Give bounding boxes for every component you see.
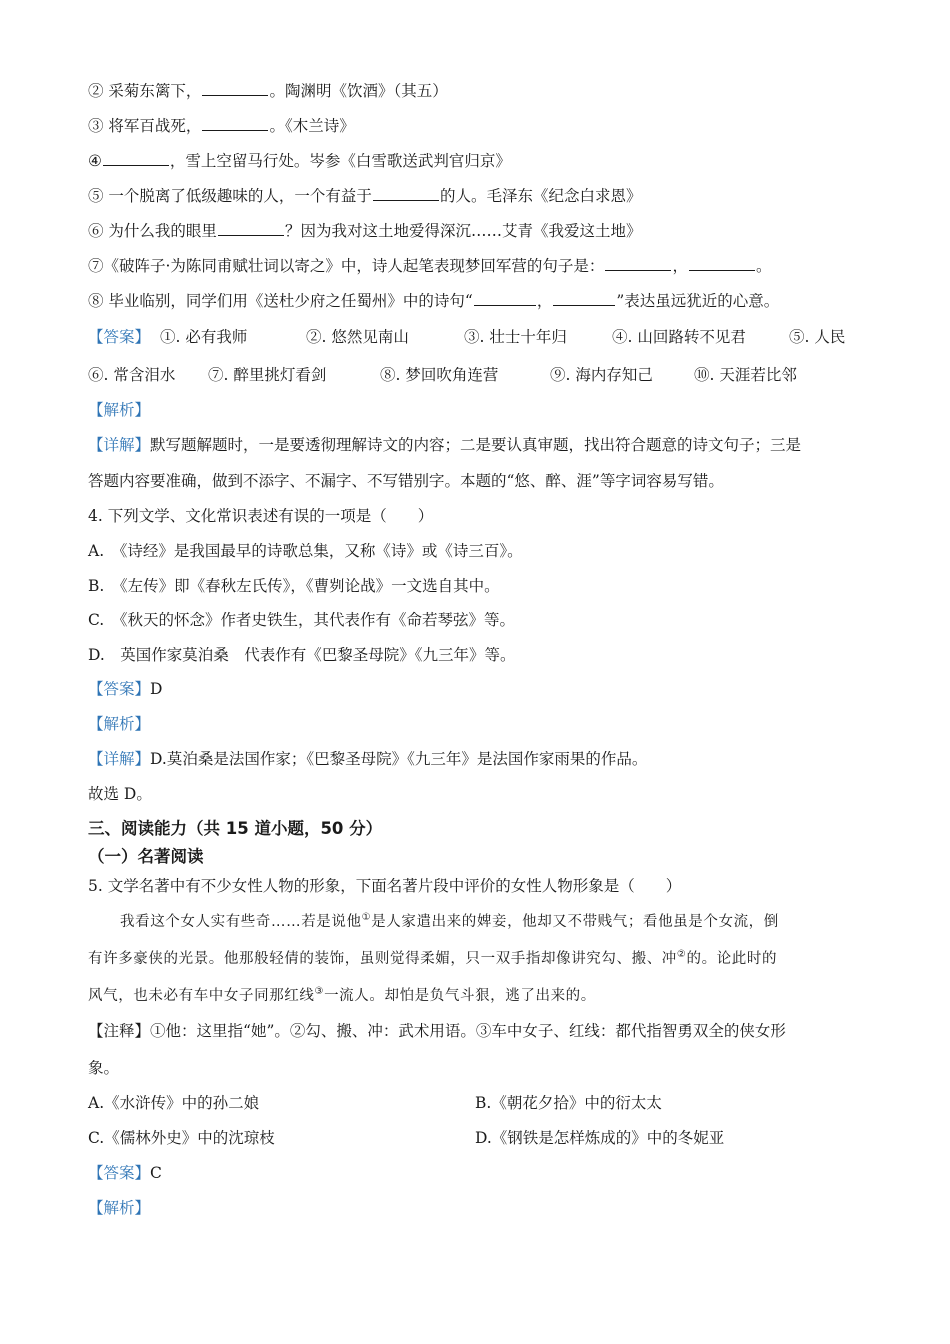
fill-blank <box>553 291 615 306</box>
q5-option-a: A.《水浒传》中的孙二娘 <box>88 1094 260 1112</box>
q3-answer-5: ⑤. 人民 <box>789 328 846 346</box>
q3-item-7 <box>88 255 771 277</box>
q5-answer-value: C <box>150 1164 162 1182</box>
q3-item-6-pre: ⑥ 为什么我的眼里 <box>88 222 217 240</box>
passage-text: 一流人。却怕是负气斗狠，逃了出来的。 <box>324 988 596 1004</box>
q3-answer-row-2 <box>88 364 797 386</box>
footnote-mark: ② <box>676 949 687 961</box>
q5-option-c: C.《儒林外史》中的沈琼枝 <box>88 1129 275 1147</box>
q5-option-d: D.《钢铁是怎样炼成的》中的冬妮亚 <box>475 1129 725 1147</box>
q3-item-6-post: ？因为我对这土地爱得深沉……艾青《我爱这土地》 <box>284 222 642 240</box>
q4-detail <box>88 748 647 770</box>
analysis-tag: 【解析】 <box>88 715 151 733</box>
q4-option-b: B. 《左传》即《春秋左氏传》，《曹刿论战》一文选自其中。 <box>88 577 500 595</box>
analysis-tag: 【解析】 <box>88 1199 151 1217</box>
q3-item-3-pre: ③ 将军百战死， <box>88 117 202 135</box>
passage-text: 有许多豪侠的光景。他那般轻倩的装饰，虽则觉得柔媚，只一双手指却像讲究勾、搬、冲 <box>88 951 677 967</box>
detail-tag: 【详解】 <box>88 750 151 768</box>
note-tag: 【注释】 <box>88 1022 151 1040</box>
q3-answer-2: ②. 悠然见南山 <box>306 328 409 346</box>
q5-stem: 5. 文学名著中有不少女性人物的形象，下面名著片段中评价的女性人物形象是（ ） <box>88 877 682 895</box>
q3-answer-3: ③. 壮士十年归 <box>464 328 567 346</box>
q5-note-text: ①他：这里指“她”。②勾、搬、冲：武术用语。③车中女子、红线：都代指智勇双全的侠女形 <box>150 1022 786 1040</box>
q3-item-4 <box>88 150 511 172</box>
footnote-mark: ① <box>361 912 372 924</box>
section-title: 三、阅读能力（共 15 道小题，50 分） <box>88 819 383 838</box>
q3-item-4-post: ，雪上空留马行处。岑参《白雪歌送武判官归京》 <box>169 152 511 170</box>
q4-option-a: A. 《诗经》是我国最早的诗歌总集，又称《诗》或《诗三百》。 <box>88 542 523 560</box>
detail-tag: 【详解】 <box>88 436 151 454</box>
q4-answer-value: D <box>150 680 163 698</box>
q3-item-5-post: 的人。毛泽东《纪念白求恩》 <box>439 187 642 205</box>
answer-tag: 【答案】 <box>88 328 151 346</box>
q3-item-8-mid: ， <box>536 292 553 310</box>
q3-answer-9: ⑨. 海内存知己 <box>550 366 653 384</box>
footnote-mark: ③ <box>314 986 325 998</box>
q3-detail-line-1 <box>88 434 801 456</box>
q3-detail-line-2: 答题内容要准确，做到不添字、不漏字、不写错别字。本题的“悠、醉、涯”等字词容易写错。 <box>88 472 724 490</box>
fill-blank <box>103 151 169 166</box>
fill-blank <box>474 291 536 306</box>
q3-answer-row-1 <box>88 326 845 348</box>
q5-passage-line-2 <box>88 948 777 970</box>
section-subtitle: （一）名著阅读 <box>88 847 204 866</box>
fill-blank <box>202 116 268 131</box>
fill-blank <box>202 81 268 96</box>
q3-item-3 <box>88 115 355 137</box>
q4-conclusion: 故选 D。 <box>88 785 152 803</box>
q3-detail-text: 默写题解题时，一是要透彻理解诗文的内容；二是要认真审题，找出符合题意的诗文句子；三是 <box>150 436 802 454</box>
q3-item-6 <box>88 220 641 242</box>
q5-note-line-2: 象。 <box>88 1059 120 1077</box>
q5-answer <box>88 1162 162 1184</box>
q3-item-2 <box>88 80 448 102</box>
q3-answer-10: ⑩. 天涯若比邻 <box>694 366 797 384</box>
q4-option-d: D. 英国作家莫泊桑 代表作有《巴黎圣母院》《九三年》等。 <box>88 646 516 664</box>
q5-passage-line-1 <box>120 911 779 933</box>
q5-note-line-1 <box>88 1020 786 1042</box>
q3-answer-8: ⑧. 梦回吹角连营 <box>380 366 499 384</box>
q3-answer-1: ①. 必有我师 <box>160 328 248 346</box>
passage-text: 是人家遣出来的婢妾，他却又不带贱气；看他虽是个女流，倒 <box>371 914 779 930</box>
q3-answer-4: ④. 山回路转不见君 <box>612 328 746 346</box>
q3-item-7-mid: ， <box>672 257 688 275</box>
fill-blank <box>689 256 755 271</box>
answer-tag: 【答案】 <box>88 680 151 698</box>
q3-item-3-post: 。《木兰诗》 <box>269 117 355 135</box>
analysis-tag: 【解析】 <box>88 401 151 419</box>
passage-text: 的。论此时的 <box>686 951 778 967</box>
q3-item-8-pre: ⑧ 毕业临别，同学们用《送杜少府之任蜀州》中的诗句“ <box>88 292 473 310</box>
q5-option-b: B.《朝花夕拾》中的衍太太 <box>475 1094 662 1112</box>
passage-text: 风气，也未必有车中女子同那红线 <box>88 988 315 1004</box>
answer-tag: 【答案】 <box>88 1164 151 1182</box>
q3-item-5-pre: ⑤ 一个脱离了低级趣味的人，一个有益于 <box>88 187 372 205</box>
fill-blank <box>373 186 439 201</box>
q3-item-8 <box>88 290 779 312</box>
q5-passage-line-3 <box>88 985 596 1007</box>
q3-item-2-pre: ② 采菊东篱下， <box>88 82 202 100</box>
q4-option-c: C. 《秋天的怀念》作者史铁生，其代表作有《命若琴弦》等。 <box>88 611 515 629</box>
q3-item-5 <box>88 185 641 207</box>
fill-blank <box>218 221 284 236</box>
q4-detail-text: D.莫泊桑是法国作家；《巴黎圣母院》《九三年》是法国作家雨果的作品。 <box>150 750 648 768</box>
q3-answer-7: ⑦. 醉里挑灯看剑 <box>208 366 327 384</box>
q3-item-2-post: 。陶渊明《饮酒》（其五） <box>269 82 448 100</box>
q3-item-7-pre: ⑦《破阵子·为陈同甫赋壮词以寄之》中，诗人起笔表现梦回军营的句子是： <box>88 257 605 275</box>
q4-answer <box>88 678 162 700</box>
q3-item-7-post: 。 <box>755 257 772 275</box>
q3-item-4-pre: ④ <box>88 152 102 170</box>
fill-blank <box>605 256 671 271</box>
passage-text: 我看这个女人实有些奇……若是说他 <box>120 914 362 930</box>
q4-stem: 4. 下列文学、文化常识表述有误的一项是（ ） <box>88 507 434 525</box>
q3-item-8-post: ”表达虽远犹近的心意。 <box>616 292 780 310</box>
q3-answer-6: ⑥. 常含泪水 <box>88 366 176 384</box>
